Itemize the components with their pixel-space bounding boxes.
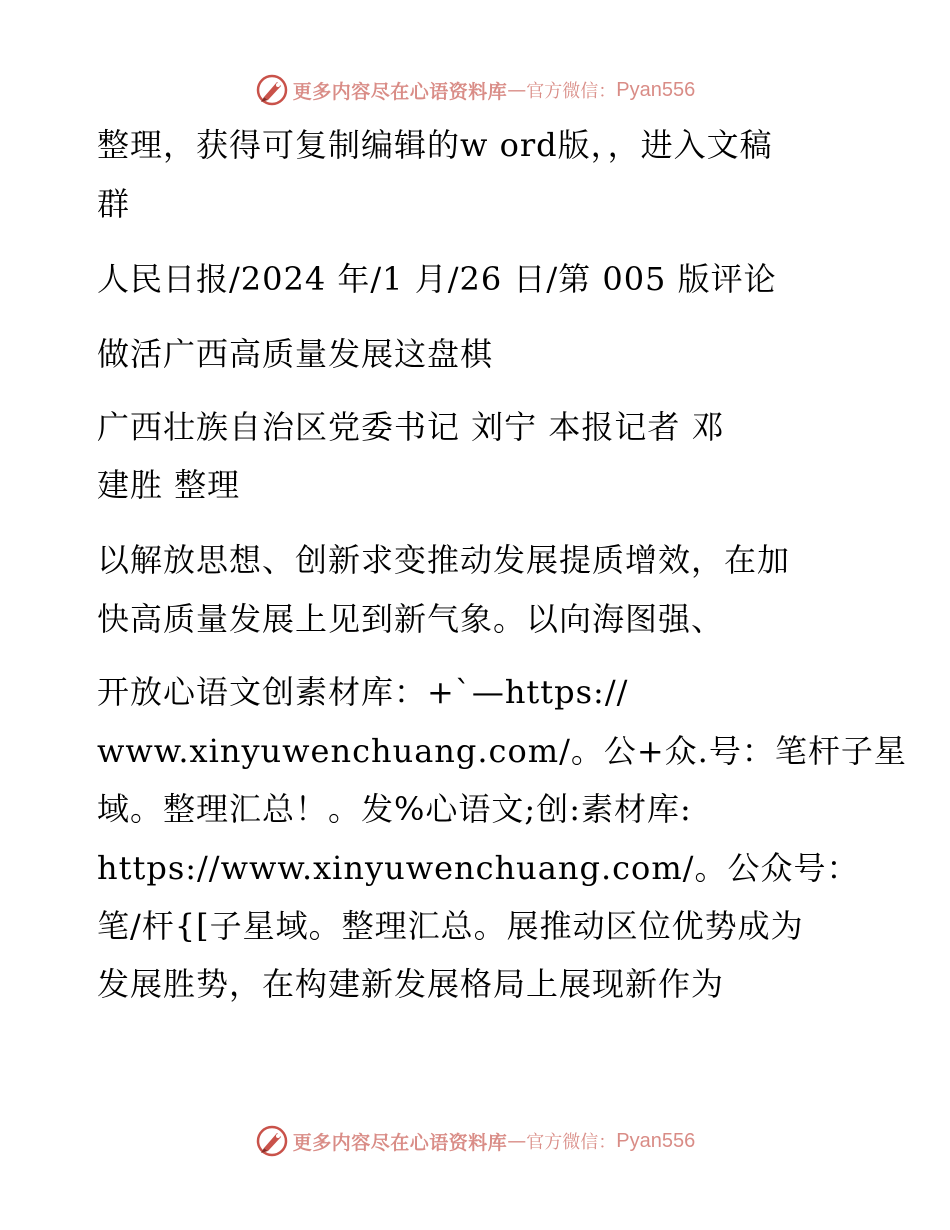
banner-separator: — — [507, 79, 527, 101]
body-line: 建胜 整理 — [97, 466, 241, 504]
body-line: 广西壮族自治区党委书记 刘宁 本报记者 邓 — [97, 408, 725, 446]
body-line: 域。整理汇总！。发%心语文;创:素材库: — [97, 790, 692, 828]
banner-text: 更多内容尽在心语资料库 — [292, 80, 508, 103]
banner-separator: — — [507, 1130, 527, 1152]
body-line: 群 — [97, 185, 131, 223]
body-line: https://www.xinyuwenchuang.com/。公众号： — [97, 849, 860, 887]
banner-text: 更多内容尽在心语资料库 — [292, 1131, 508, 1154]
body-line: 笔/杆{[子星域。整理汇总。展推动区位优势成为 — [97, 907, 804, 945]
body-line: 做活广西高质量发展这盘棋 — [97, 335, 494, 373]
banner-wechat-label: 官方微信： — [526, 81, 617, 102]
body-line: 快高质量发展上见到新气象。以向海图强、 — [97, 600, 725, 638]
body-line: 发展胜势，在构建新发展格局上展现新作为 — [97, 965, 725, 1003]
body-line: 整理，获得可复制编辑的w ord版，，进入文稿 — [97, 126, 773, 164]
footer-banner — [0, 1121, 950, 1161]
pen-logo-icon — [255, 1124, 289, 1158]
body-line: 人民日报/2024 年/1 月/26 日/第 005 版评论 — [97, 260, 777, 298]
header-banner — [0, 70, 950, 110]
banner-wechat-id: Pyan556 — [616, 78, 696, 101]
body-line: www.xinyuwenchuang.com/。公+众.号：笔杆子星 — [97, 732, 907, 770]
body-line: 以解放思想、创新求变推动发展提质增效，在加 — [97, 541, 791, 579]
pen-logo-icon — [255, 73, 289, 107]
body-line: 开放心语文创素材库：+`—https:// — [97, 673, 629, 711]
banner-wechat-label: 官方微信： — [526, 1132, 617, 1153]
banner-wechat-id: Pyan556 — [616, 1129, 696, 1152]
